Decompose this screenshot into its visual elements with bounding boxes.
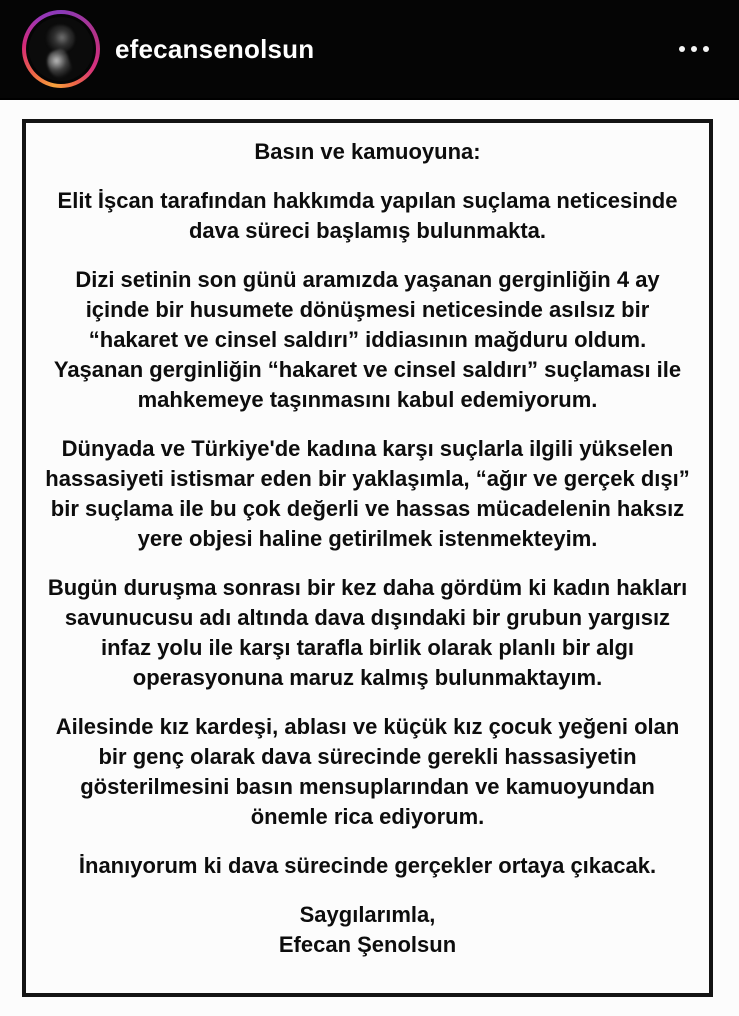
avatar-portrait-shoulder: [44, 48, 74, 81]
post-image[interactable]: [0, 100, 739, 1016]
closing-name: Efecan Şenolsun: [278, 932, 457, 957]
statement-paragraph-6: İnanıyorum ki dava sürecinde gerçekler ortaya çıkacak.: [78, 853, 657, 878]
username[interactable]: efecansenolsun: [115, 33, 315, 64]
statement-closing: [43, 900, 692, 960]
more-options-button[interactable]: [671, 34, 717, 64]
statement-frame: [22, 119, 713, 997]
statement-heading: Basın ve kamuoyuna:: [254, 139, 481, 164]
statement-paragraph-5: Ailesinde kız kardeşi, ablası ve küçük kız çocuk yeğeni olan bir genç olarak dava sürecinde gerekli hassasiyetin gösterilmesini basın mensuplarından ve kamuoyundan önemle rica ediyorum.: [55, 714, 680, 829]
closing-salutation: Saygılarımla,: [299, 902, 436, 927]
statement-paragraph-4: Bugün duruşma sonrası bir kez daha gördüm ki kadın hakları savunucusu adı altında dava dışındaki bir grubun yargısız infaz yolu ile karşı tarafla birlik olarak planlı bir algı operasyonuna maruz kalmış bulunmaktayım.: [47, 575, 688, 690]
ellipsis-icon: [703, 46, 709, 52]
avatar-story-ring[interactable]: [22, 10, 100, 88]
statement-paragraph-2: Dizi setinin son günü aramızda yaşanan gerginliğin 4 ay içinde bir husumete dönüşmesi neticesinde asılsız bir “hakaret ve cinsel saldırı” iddiasının mağduru oldum. Yaşanan gerginliğin “hakaret ve cinsel saldırı” suçlaması ile mahkemeye taşınmasını kabul edemiyorum.: [53, 267, 682, 412]
avatar[interactable]: [29, 17, 93, 81]
ellipsis-icon: [679, 46, 685, 52]
statement-paragraph-1: Elit İşcan tarafından hakkımda yapılan suçlama neticesinde dava süreci başlamış bulunmakta.: [57, 188, 678, 243]
avatar-ring-gap: [26, 14, 96, 84]
ellipsis-icon: [691, 46, 697, 52]
post-header: [0, 0, 739, 100]
statement-paragraph-3: Dünyada ve Türkiye'de kadına karşı suçlarla ilgili yükselen hassasiyeti istismar eden bir yaklaşımla, “ağır ve gerçek dışı” bir suçlama ile bu çok değerli ve hassas mücadelenin haksız yere objesi haline getirilmek istenmekteyim.: [45, 436, 690, 551]
